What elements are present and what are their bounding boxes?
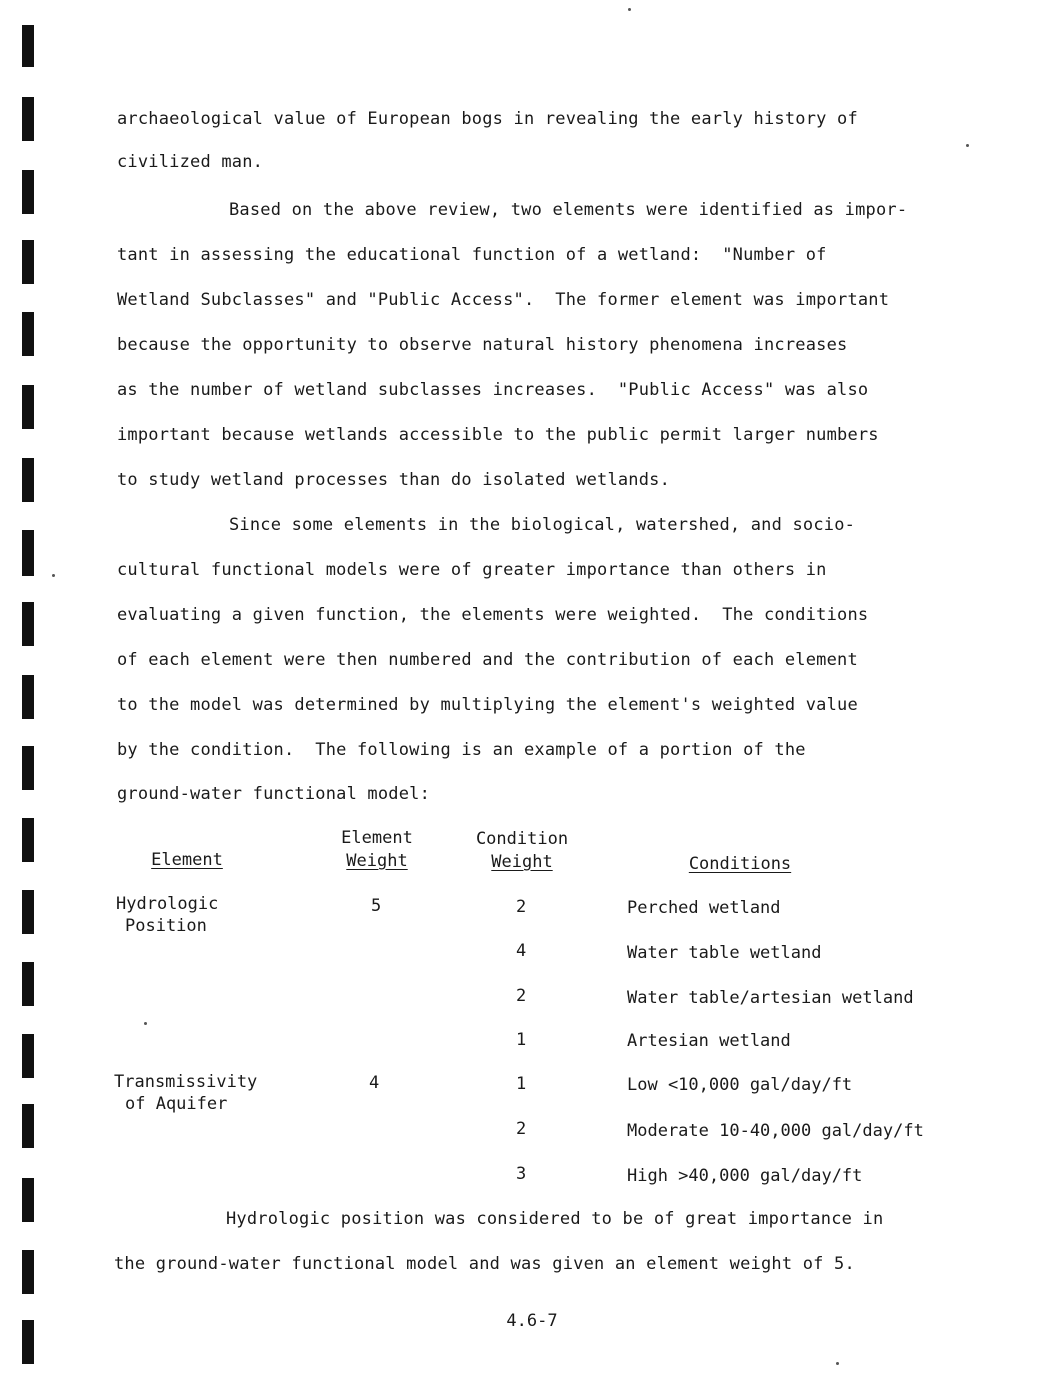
- body-text-line: important because wetlands accessible to the public permit larger numbers: [117, 425, 879, 445]
- body-text-line: civilized man.: [117, 152, 264, 172]
- condition-text: Low <10,000 gal/day/ft: [627, 1075, 853, 1095]
- condition-weight-value: 1: [516, 1030, 527, 1050]
- body-text-line: archaeological value of European bogs in revealing the early history of: [117, 109, 858, 129]
- scan-speck: [144, 1022, 147, 1025]
- body-text-line: ground-water functional model:: [117, 784, 431, 804]
- element-weight-header: Element: [341, 828, 413, 848]
- binder-mark: [22, 890, 34, 934]
- conditions-header: Conditions: [688, 854, 792, 874]
- element-name: Position: [125, 916, 207, 936]
- binder-mark: [22, 97, 34, 141]
- binder-hole-marks: [0, 0, 60, 1379]
- condition-weight-value: 1: [516, 1074, 527, 1094]
- scan-speck: [966, 144, 969, 147]
- element-name: of Aquifer: [125, 1094, 228, 1114]
- body-text-line: Since some elements in the biological, watershed, and socio-: [229, 515, 856, 535]
- body-text-line: of each element were then numbered and the contribution of each element: [117, 650, 858, 670]
- condition-text: Perched wetland: [627, 898, 781, 918]
- body-text-line: cultural functional models were of greater importance than others in: [117, 560, 827, 580]
- condition-text: Artesian wetland: [627, 1031, 791, 1051]
- condition-text: Water table/artesian wetland: [627, 988, 914, 1008]
- binder-mark: [22, 170, 34, 214]
- binder-mark: [22, 240, 34, 284]
- body-text-line: Hydrologic position was considered to be of great importance in: [226, 1209, 884, 1229]
- element-weight-header: Weight: [346, 851, 408, 871]
- element-name: Transmissivity: [114, 1072, 258, 1092]
- body-text-line: because the opportunity to observe natural history phenomena increases: [117, 335, 848, 355]
- page-number: 4.6-7: [506, 1311, 558, 1331]
- element-weight-value: 4: [369, 1073, 380, 1093]
- scan-speck: [628, 8, 631, 11]
- condition-weight-header: Weight: [491, 852, 553, 872]
- binder-mark: [22, 530, 34, 576]
- binder-mark: [22, 1034, 34, 1078]
- binder-mark: [22, 385, 34, 429]
- condition-text: High >40,000 gal/day/ft: [627, 1166, 863, 1186]
- scan-speck: [52, 574, 55, 577]
- element-weight-value: 5: [371, 896, 382, 916]
- condition-weight-value: 2: [516, 1119, 527, 1139]
- binder-mark: [22, 818, 34, 862]
- binder-mark: [22, 25, 34, 67]
- body-text-line: as the number of wetland subclasses increases. "Public Access" was also: [117, 380, 869, 400]
- binder-mark: [22, 1178, 34, 1222]
- binder-mark: [22, 312, 34, 356]
- condition-text: Moderate 10-40,000 gal/day/ft: [627, 1121, 924, 1141]
- binder-mark: [22, 1104, 34, 1148]
- body-text-line: tant in assessing the educational function of a wetland: "Number of: [117, 245, 827, 265]
- binder-mark: [22, 1250, 34, 1294]
- element-name: Hydrologic: [116, 894, 219, 914]
- body-text-line: by the condition. The following is an example of a portion of the: [117, 740, 806, 760]
- body-text-line: Based on the above review, two elements were identified as impor-: [229, 200, 908, 220]
- binder-mark: [22, 746, 34, 790]
- condition-weight-value: 3: [516, 1164, 527, 1184]
- scan-speck: [836, 1362, 839, 1365]
- binder-mark: [22, 675, 34, 719]
- binder-mark: [22, 458, 34, 502]
- binder-mark: [22, 962, 34, 1006]
- body-text-line: to the model was determined by multiplying the element's weighted value: [117, 695, 858, 715]
- condition-text: Water table wetland: [627, 943, 822, 963]
- body-text-line: Wetland Subclasses" and "Public Access". The former element was important: [117, 290, 890, 310]
- binder-mark: [22, 602, 34, 646]
- body-text-line: to study wetland processes than do isolated wetlands.: [117, 470, 671, 490]
- condition-weight-value: 2: [516, 897, 527, 917]
- condition-weight-header: Condition: [475, 829, 569, 849]
- condition-weight-value: 2: [516, 986, 527, 1006]
- condition-weight-value: 4: [516, 941, 527, 961]
- element-header: Element: [151, 850, 223, 870]
- body-text-line: the ground-water functional model and was given an element weight of 5.: [114, 1254, 855, 1274]
- body-text-line: evaluating a given function, the elements were weighted. The conditions: [117, 605, 869, 625]
